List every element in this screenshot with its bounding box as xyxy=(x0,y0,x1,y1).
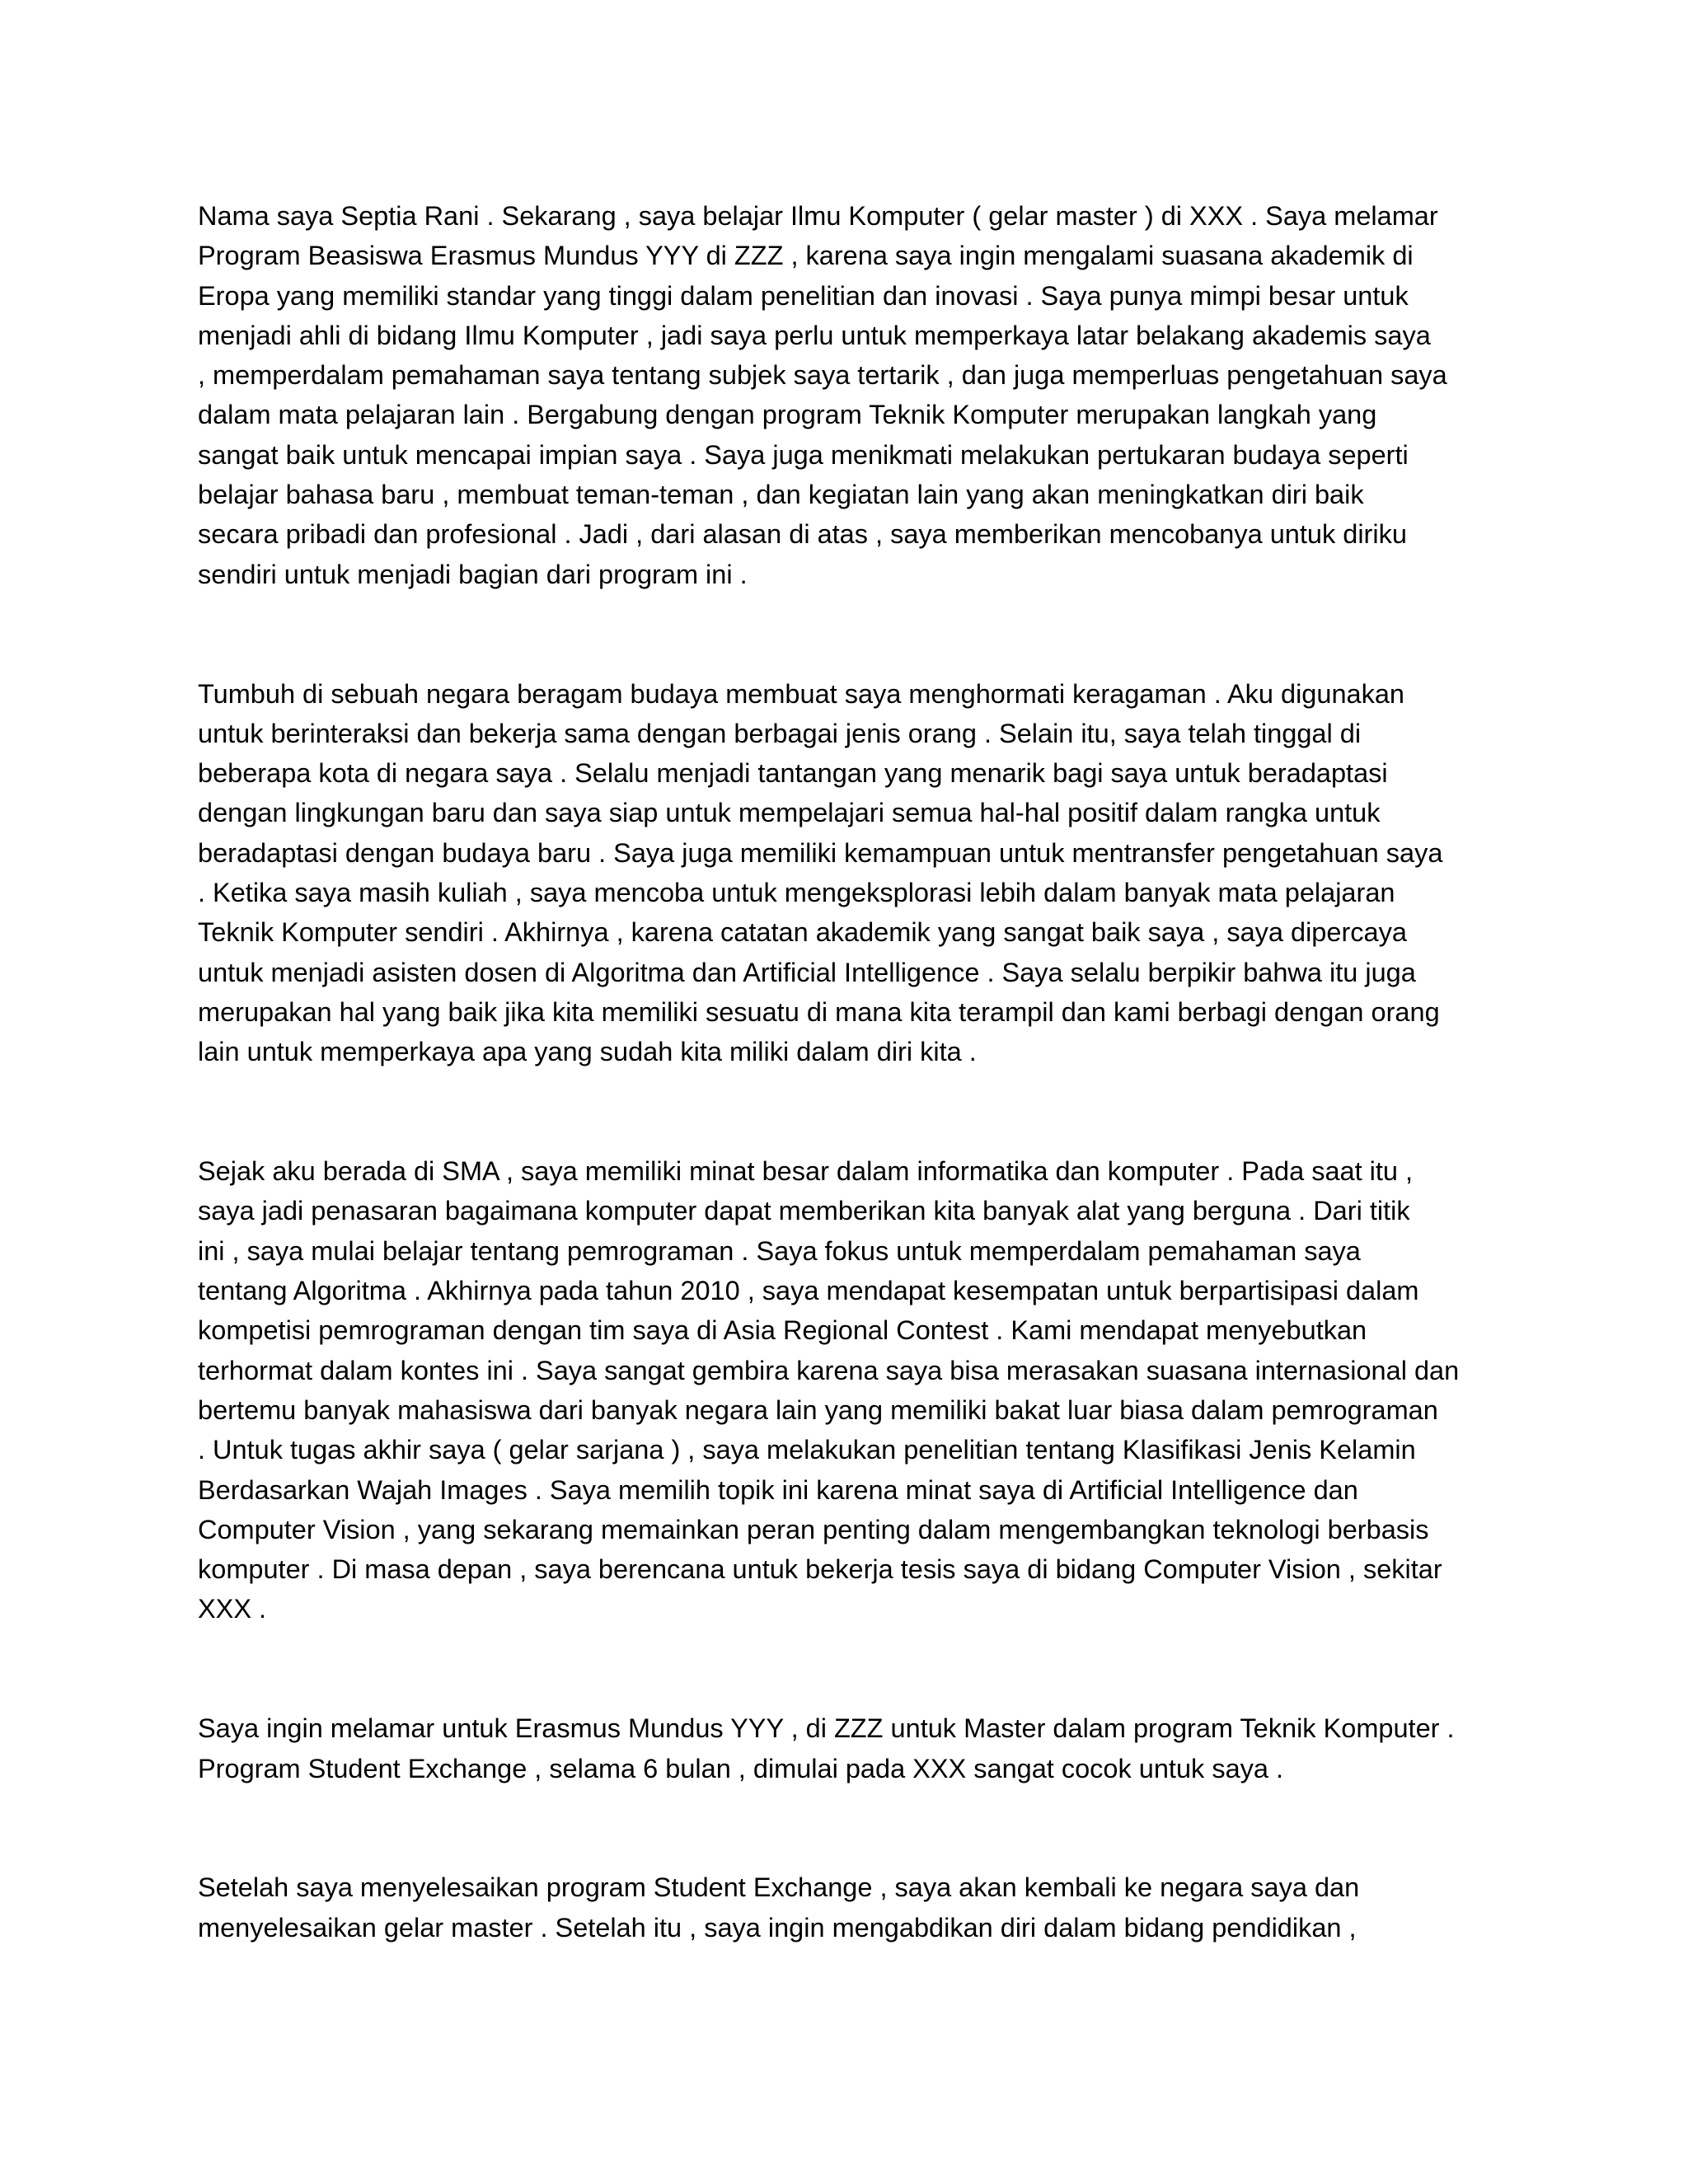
text-line: lain untuk memperkaya apa yang sudah kita miliki dalam diri kita . xyxy=(198,1037,977,1067)
paragraph-3 xyxy=(198,1151,1500,1629)
paragraph-1 xyxy=(198,196,1500,594)
text-line: untuk menjadi asisten dosen di Algoritma dan Artificial Intelligence . Saya selalu berpikir bahwa itu juga xyxy=(198,957,1416,987)
paragraph-2 xyxy=(198,674,1500,1072)
text-line: XXX . xyxy=(198,1594,267,1624)
text-line: , memperdalam pemahaman saya tentang subjek saya tertarik , dan juga memperluas pengetahuan saya xyxy=(198,360,1447,391)
text-line: . Ketika saya masih kuliah , saya mencoba untuk mengeksplorasi lebih dalam banyak mata pelajaran xyxy=(198,878,1395,908)
text-line: sendiri untuk menjadi bagian dari program ini . xyxy=(198,559,748,589)
text-line: menyelesaikan gelar master . Setelah itu , saya ingin mengabdikan diri dalam bidang pendidikan , xyxy=(198,1912,1357,1943)
text-line: Eropa yang memiliki standar yang tinggi dalam penelitian dan inovasi . Saya punya mimpi besar untuk xyxy=(198,280,1409,311)
text-line: merupakan hal yang baik jika kita memiliki sesuatu di mana kita terampil dan kami berbagi dengan orang xyxy=(198,996,1440,1027)
text-line: Teknik Komputer sendiri . Akhirnya , karena catatan akademik yang sangat baik saya , saya dipercaya xyxy=(198,917,1407,948)
text-line: bertemu banyak mahasiswa dari banyak negara lain yang memiliki bakat luar biasa dalam pemrograman xyxy=(198,1394,1438,1425)
text-line: Sejak aku berada di SMA , saya memiliki minat besar dalam informatika dan komputer . Pada saat itu , xyxy=(198,1156,1414,1187)
text-line: beberapa kota di negara saya . Selalu menjadi tantangan yang menarik bagi saya untuk beradaptasi xyxy=(198,758,1388,789)
text-line: Program Student Exchange , selama 6 bulan , dimulai pada XXX sangat cocok untuk saya . xyxy=(198,1753,1284,1783)
text-line: kompetisi pemrograman dengan tim saya di Asia Regional Contest . Kami mendapat menyebutkan xyxy=(198,1315,1367,1346)
text-line: Saya ingin melamar untuk Erasmus Mundus YYY , di ZZZ untuk Master dalam program Teknik Komputer . xyxy=(198,1713,1455,1744)
text-line: Berdasarkan Wajah Images . Saya memilih topik ini karena minat saya di Artificial Intelligence dan xyxy=(198,1474,1358,1505)
text-line: Computer Vision , yang sekarang memainkan peran penting dalam mengembangkan teknologi berbasis xyxy=(198,1514,1429,1544)
paragraph-4 xyxy=(198,1708,1500,1788)
text-line: belajar bahasa baru , membuat teman-teman , dan kegiatan lain yang akan meningkatkan diri baik xyxy=(198,480,1364,510)
document-body xyxy=(198,196,1500,1947)
text-line: menjadi ahli di bidang Ilmu Komputer , jadi saya perlu untuk memperkaya latar belakang akademis saya xyxy=(198,320,1431,350)
text-line: Nama saya Septia Rani . Sekarang , saya belajar Ilmu Komputer ( gelar master ) di XXX . Saya melamar xyxy=(198,201,1438,231)
text-line: untuk berinteraksi dan bekerja sama dengan berbagai jenis orang . Selain itu, saya telah tinggal di xyxy=(198,718,1362,748)
text-line: tentang Algoritma . Akhirnya pada tahun 2010 , saya mendapat kesempatan untuk berpartisipasi dalam xyxy=(198,1276,1419,1306)
text-line: Tumbuh di sebuah negara beragam budaya membuat saya menghormati keragaman . Aku digunakan xyxy=(198,678,1405,709)
text-line: Program Beasiswa Erasmus Mundus YYY di ZZZ , karena saya ingin mengalami suasana akademik di xyxy=(198,241,1414,271)
text-line: komputer . Di masa depan , saya berencana untuk bekerja tesis saya di bidang Computer Vision , sekitar xyxy=(198,1554,1442,1585)
text-line: secara pribadi dan profesional . Jadi , dari alasan di atas , saya memberikan mencobanya untuk diriku xyxy=(198,519,1407,550)
text-line: beradaptasi dengan budaya baru . Saya juga memiliki kemampuan untuk mentransfer pengetahuan saya xyxy=(198,837,1443,868)
text-line: sangat baik untuk mencapai impian saya . Saya juga menikmati melakukan pertukaran budaya seperti xyxy=(198,439,1409,470)
text-line: saya jadi penasaran bagaimana komputer dapat memberikan kita banyak alat yang berguna . Dari titik xyxy=(198,1196,1410,1226)
text-line: dengan lingkungan baru dan saya siap untuk mempelajari semua hal-hal positif dalam rangka untuk xyxy=(198,798,1381,828)
text-line: dalam mata pelajaran lain . Bergabung dengan program Teknik Komputer merupakan langkah yang xyxy=(198,400,1377,430)
text-line: . Untuk tugas akhir saya ( gelar sarjana ) , saya melakukan penelitian tentang Klasifikasi Jenis Kelamin xyxy=(198,1435,1416,1465)
text-line: ini , saya mulai belajar tentang pemrograman . Saya fokus untuk memperdalam pemahaman saya xyxy=(198,1235,1361,1266)
paragraph-5 xyxy=(198,1868,1500,1947)
text-line: terhormat dalam kontes ini . Saya sangat gembira karena saya bisa merasakan suasana internasional dan xyxy=(198,1355,1460,1385)
text-line: Setelah saya menyelesaikan program Student Exchange , saya akan kembali ke negara saya dan xyxy=(198,1872,1360,1903)
